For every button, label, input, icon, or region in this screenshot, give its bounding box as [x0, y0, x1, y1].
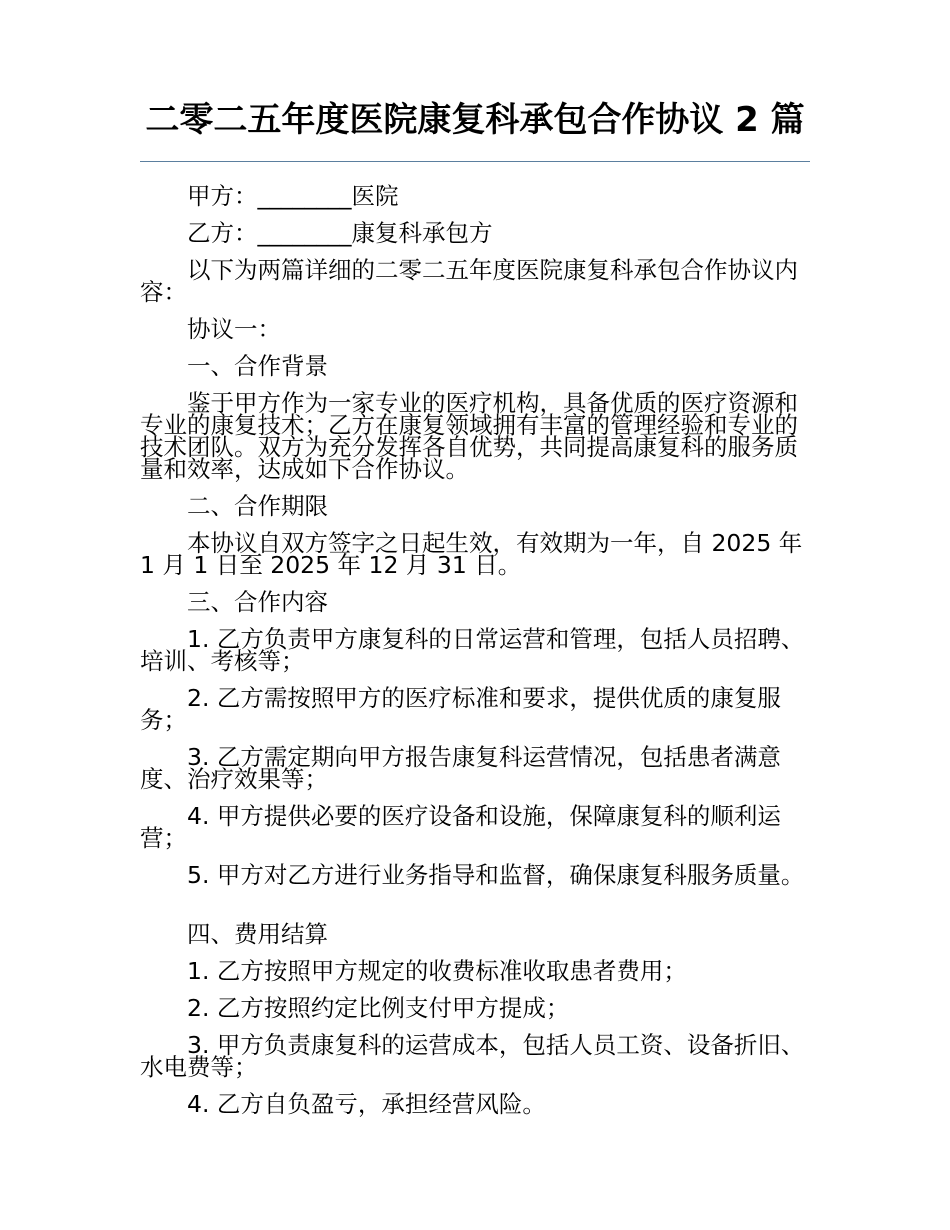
content-item-4: 4. 甲方提供必要的医疗设备和设施，保障康复科的顺利运营；: [140, 802, 781, 852]
content-item-2: 2. 乙方需按照甲方的医疗标准和要求，提供优质的康复服务；: [140, 684, 781, 734]
term-paragraph: 本协议自双方签字之日起生效，有效期为一年，自 2025 年 1 月 1 日至 2025 年 12 月 31 日。: [140, 529, 803, 579]
content-item-1: 1. 乙方负责甲方康复科的日常运营和管理，包括人员招聘、培训、考核等；: [140, 625, 805, 675]
section-heading-content: 三、合作内容: [187, 588, 328, 616]
party-a-line: 甲方：________医院: [187, 182, 399, 210]
fees-item-1: 1. 乙方按照甲方规定的收费标准收取患者费用；: [187, 957, 687, 985]
background-paragraph: 鉴于甲方作为一家专业的医疗机构，具备优质的医疗资源和专业的康复技术；乙方在康复领域拥有丰富的管理经验和专业的技术团队。双方为充分发挥各自优势，共同提高康复科的服务质量和效率，达成如下合作协议。: [140, 389, 798, 483]
content-item-5: 5. 甲方对乙方进行业务指导和监督，确保康复科服务质量。: [187, 861, 805, 889]
agreement-one-heading: 协议一：: [187, 315, 281, 343]
party-b-line: 乙方：________康复科承包方: [187, 219, 493, 247]
fees-item-3: 3. 甲方负责康复科的运营成本，包括人员工资、设备折旧、水电费等；: [140, 1031, 805, 1081]
section-heading-fees: 四、费用结算: [187, 920, 328, 948]
section-heading-term: 二、合作期限: [187, 492, 328, 520]
title-underline: [140, 161, 810, 162]
document-title: 二零二五年度医院康复科承包合作协议 2 篇: [145, 100, 805, 140]
fees-item-2: 2. 乙方按照约定比例支付甲方提成；: [187, 994, 570, 1022]
content-item-3: 3. 乙方需定期向甲方报告康复科运营情况，包括患者满意度、治疗效果等；: [140, 743, 781, 793]
fees-item-4: 4. 乙方自负盈亏，承担经营风险。: [187, 1090, 546, 1118]
intro-paragraph: 以下为两篇详细的二零二五年度医院康复科承包合作协议内容：: [140, 256, 798, 306]
section-heading-background: 一、合作背景: [187, 352, 328, 380]
